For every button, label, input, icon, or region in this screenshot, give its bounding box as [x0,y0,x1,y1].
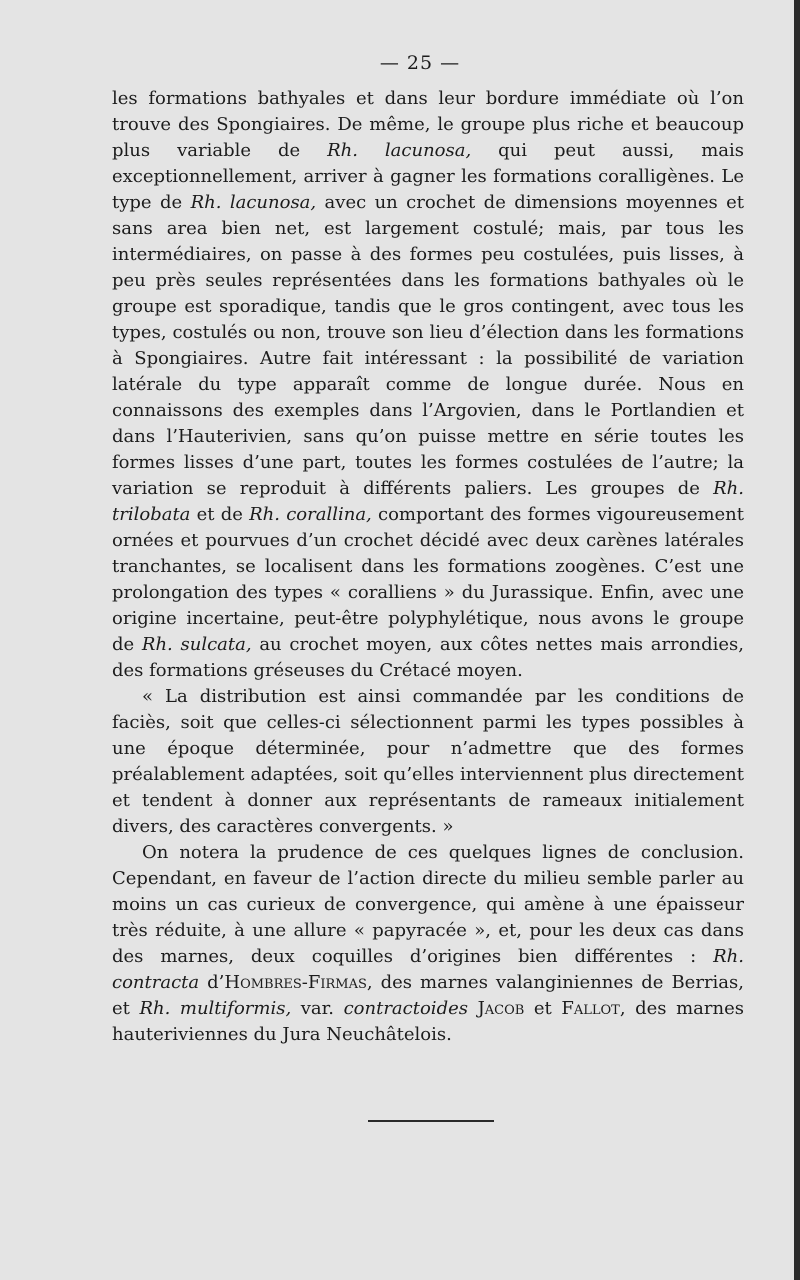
text-run: qui peut aussi, mais exceptionnellement, arriver à gagner les formations coralligènes. Le type de [112,140,744,213]
text-run: On notera la prudence de ces quelques lignes de conclusion. Cependant, en faveur de l’action directe du milieu semble parler au moins un cas curieux de convergence, qui amène à une épaisseur très réduite, à une allure « papyracée », et, pour les deux cas dans des marnes, deux coquilles d’origines bien différentes : [112,842,744,967]
text-run: d’ [199,972,225,993]
author-name: Hombres-Firmas [224,972,367,993]
text-run: et de [190,504,250,525]
paragraph-3 [112,840,744,1048]
text-run: au crochet moyen, aux côtes nettes mais arrondies, des formations gréseuses du Crétacé moyen. [112,634,744,681]
italic-text: Rh. contracta [112,946,744,993]
italic-text: Rh. lacunosa, [327,140,472,161]
author-name: Fallot [561,998,620,1019]
text-run: var. [291,998,344,1019]
author-name: Jacob [477,998,525,1019]
page-edge-shadow [794,0,800,1280]
paragraph-2 [112,684,744,840]
text-run [468,998,478,1019]
italic-text: Rh. sulcata, [141,634,252,655]
body-text [112,86,744,1048]
italic-text: contractoides [343,998,468,1019]
text-run: comportant des formes vigoureusement ornées et pourvues d’un crochet décidé avec deux carènes latérales tranchantes, se localisent dans les formations zoogènes. C’est une prolongation des types « coralliens » du Jurassique. Enfin, avec une origine incertaine, peut-être polyphylétique, nous avons le groupe de [112,504,744,655]
text-run: avec un crochet de dimensions moyennes et sans area bien net, est largement costulé; mais, par tous les intermédiaires, on passe à des formes peu costulées, puis lisses, à peu près seules représentées dans les formations bathyales où le groupe est sporadique, tandis que le gros contingent, avec tous les types, costulés ou non, trouve son lieu d’élection dans les formations à Spongiaires. Autre fait intéressant : la possibilité de variation latérale du type apparaît comme de longue durée. Nous en connaissons des exemples dans l’Argovien, dans le Portlandien et dans l’Hauterivien, sans qu’on puisse mettre en série toutes les formes lisses d’une part, toutes les formes costulées de l’autre; la variation se reproduit à différents paliers. Les groupes de [112,192,745,499]
italic-text: Rh. trilobata [112,478,744,525]
italic-text: Rh. multiformis, [139,998,292,1019]
page-number: — 25 — [379,52,461,74]
closing-rule [368,1120,494,1122]
text-run: , des marnes valanginiennes de Berrias, et [112,972,744,1019]
italic-text: Rh. lacunosa, [190,192,317,213]
italic-text: Rh. corallina, [249,504,372,525]
text-run: , des marnes hauteriviennes du Jura Neuchâtelois. [112,998,744,1045]
paragraph-1 [112,86,744,684]
text-run: et [524,998,562,1019]
text-run: « La distribution est ainsi commandée par les conditions de faciès, soit que celles-ci sélectionnent parmi les types possibles à une époque déterminée, pour n’admettre que des formes préalablement adaptées, soit qu’elles interviennent plus directement et tendent à donner aux représentants de rameaux initialement divers, des caractères convergents. » [112,686,744,837]
text-run: les formations bathyales et dans leur bordure immédiate où l’on trouve des Spongiaires. De même, le groupe plus riche et beaucoup plus variable de [112,88,744,161]
